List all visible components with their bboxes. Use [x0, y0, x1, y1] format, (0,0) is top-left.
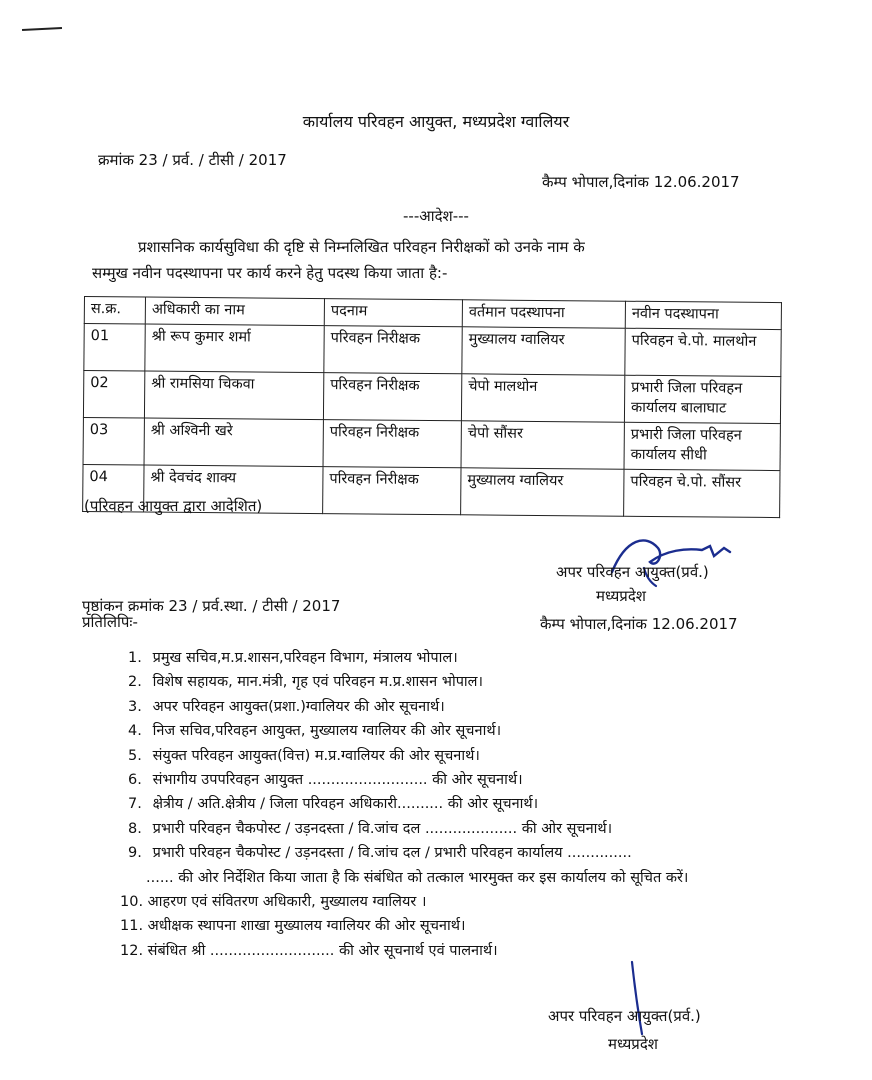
- item-text: संयुक्त परिवहन आयुक्त(वित्त) म.प्र.ग्वालियर की ओर सूचनार्थ।: [152, 747, 480, 764]
- list-item: [120, 939, 764, 963]
- cell-new-posting: प्रभारी जिला परिवहन कार्यालय सीधी: [624, 422, 780, 470]
- table-row: [83, 417, 780, 470]
- list-item: [128, 695, 764, 719]
- item-number: 5.: [128, 747, 142, 764]
- item-text: प्रभारी परिवहन चैकपोस्ट / उड़नदस्ता / वि.जांच दल / प्रभारी परिवहन कार्यालय ..............: [152, 845, 632, 862]
- item-number: 10.: [120, 894, 144, 911]
- cell-serial: 03: [83, 417, 144, 465]
- item-text: संबंधित श्री ........................... की ओर सूचनार्थ एवं पालनार्थ।: [147, 942, 498, 959]
- cell-new-posting: परिवहन चे.पो. सौंसर: [624, 469, 780, 517]
- list-item: [128, 744, 764, 768]
- pen-mark: [22, 27, 62, 31]
- cell-designation: परिवहन निरीक्षक: [324, 326, 462, 374]
- item-number: 7.: [128, 796, 142, 813]
- signatory-state-1: मध्यप्रदेश: [596, 587, 647, 605]
- item-text: निज सचिव,परिवहन आयुक्त, मुख्यालय ग्वालियर की ओर सूचनार्थ।: [152, 723, 502, 740]
- list-item: [128, 768, 764, 792]
- table-row: [83, 371, 780, 424]
- item-number: 3.: [128, 698, 142, 715]
- list-item: [128, 817, 764, 841]
- col-officer-name: अधिकारी का नाम: [145, 297, 324, 326]
- item-text: प्रमुख सचिव,म.प्र.शासन,परिवहन विभाग, मंत्रालय भोपाल।: [152, 650, 458, 666]
- cell-current-posting: मुख्यालय ग्वालियर: [462, 327, 625, 375]
- item-text: प्रभारी परिवहन चैकपोस्ट / उड़नदस्ता / वि.जांच दल .................... की ओर सूचनार्थ।: [152, 820, 613, 837]
- cell-new-posting: परिवहन चे.पो. मालथोन: [625, 328, 781, 376]
- col-new-posting: नवीन पदस्थापना: [625, 301, 781, 329]
- cell-serial: 04: [83, 464, 144, 512]
- item-text: क्षेत्रीय / अति.क्षेत्रीय / जिला परिवहन अधिकारी.......... की ओर सूचनार्थ।: [152, 796, 539, 813]
- table-row: [84, 324, 781, 377]
- list-item: [128, 792, 764, 816]
- signature-scribble-2: [620, 960, 650, 1040]
- list-item: [128, 719, 764, 743]
- postings-table: [82, 296, 782, 518]
- item-number: 2.: [128, 674, 142, 691]
- cell-serial: 02: [83, 371, 144, 419]
- item-text: विशेष सहायक, मान.मंत्री, गृह एवं परिवहन म.प्र.शासन भोपाल।: [152, 674, 484, 691]
- intro-line-2: सम्मुख नवीन पदस्थापना पर कार्य करने हेतु पदस्थ किया जाता है:-: [92, 264, 448, 282]
- cell-designation: परिवहन निरीक्षक: [323, 373, 461, 421]
- col-current-posting: वर्तमान पदस्थापना: [462, 300, 625, 328]
- cell-current-posting: मुख्यालय ग्वालियर: [461, 468, 624, 516]
- item-number: 8.: [128, 820, 142, 837]
- signatory-designation-2: अपर परिवहन आयुक्त(प्रर्व.): [548, 1007, 701, 1025]
- order-number: क्रमांक 23 / प्रर्व. / टीसी / 2017: [98, 151, 287, 169]
- copy9-note: ...... की ओर निर्देशित किया जाता है कि संबंधित को तत्काल भारमुक्त कर इस कार्यालय को सूचित करें।: [146, 869, 689, 886]
- cell-designation: परिवहन निरीक्षक: [323, 420, 461, 468]
- copy-label: प्रतिलिपिः-: [82, 613, 138, 631]
- col-serial: स.क्र.: [84, 297, 145, 325]
- directed-by: (परिवहन आयुक्त द्वारा आदेशित): [84, 497, 263, 515]
- item-number: 12.: [120, 942, 144, 959]
- list-item: [120, 914, 764, 938]
- item-number: 6.: [128, 772, 142, 789]
- intro-paragraph: [92, 234, 782, 286]
- item-text: आहरण एवं संवितरण अधिकारी, मुख्यालय ग्वालियर ।: [147, 894, 427, 911]
- cell-current-posting: चेपो सौंसर: [461, 421, 624, 469]
- list-item: [128, 646, 764, 670]
- list-item: [120, 890, 764, 914]
- item-text: संभागीय उपपरिवहन आयुक्त .......................... की ओर सूचनार्थ।: [152, 772, 523, 789]
- signatory-designation-1: अपर परिवहन आयुक्त(प्रर्व.): [556, 563, 709, 581]
- cell-serial: 01: [84, 324, 145, 372]
- col-designation: पदनाम: [324, 299, 462, 327]
- list-item: [128, 841, 764, 865]
- item-text: अधीक्षक स्थापना शाखा मुख्यालय ग्वालियर की ओर सूचनार्थ।: [147, 918, 466, 935]
- cell-new-posting: प्रभारी जिला परिवहन कार्यालय बालाघाट: [624, 375, 780, 423]
- cell-officer-name: श्री रूप कुमार शर्मा: [145, 324, 324, 373]
- cell-officer-name: श्री देवचंद शाक्य: [144, 465, 323, 514]
- signatory-state-2: मध्यप्रदेश: [608, 1035, 659, 1053]
- cell-officer-name: श्री रामसिया चिकवा: [144, 371, 323, 420]
- item-text: अपर परिवहन आयुक्त(प्रशा.)ग्वालियर की ओर सूचनार्थ।: [152, 698, 445, 715]
- endorsement-number: पृष्ठांकन क्रमांक 23 / प्रर्व.स्था. / टीसी / 2017: [82, 597, 341, 615]
- cell-officer-name: श्री अश्विनी खरे: [144, 418, 323, 467]
- item-number: 4.: [128, 723, 142, 740]
- list-item: [128, 670, 764, 694]
- office-heading: कार्यालय परिवहन आयुक्त, मध्यप्रदेश ग्वालियर: [302, 112, 570, 131]
- order-title: ---आदेश---: [403, 207, 469, 225]
- endorsement-camp-date: कैम्प भोपाल,दिनांक 12.06.2017: [540, 615, 738, 633]
- camp-date: कैम्प भोपाल,दिनांक 12.06.2017: [542, 173, 740, 191]
- item-number: 11.: [120, 918, 144, 935]
- cell-designation: परिवहन निरीक्षक: [323, 467, 461, 515]
- cell-current-posting: चेपो मालथोन: [461, 374, 624, 422]
- item-number: 9.: [128, 845, 142, 862]
- intro-line-1: प्रशासनिक कार्यसुविधा की दृष्टि से निम्नलिखित परिवहन निरीक्षकों को उनके नाम के: [138, 238, 585, 256]
- copy-list: [114, 646, 764, 963]
- item-number: 1.: [128, 650, 142, 666]
